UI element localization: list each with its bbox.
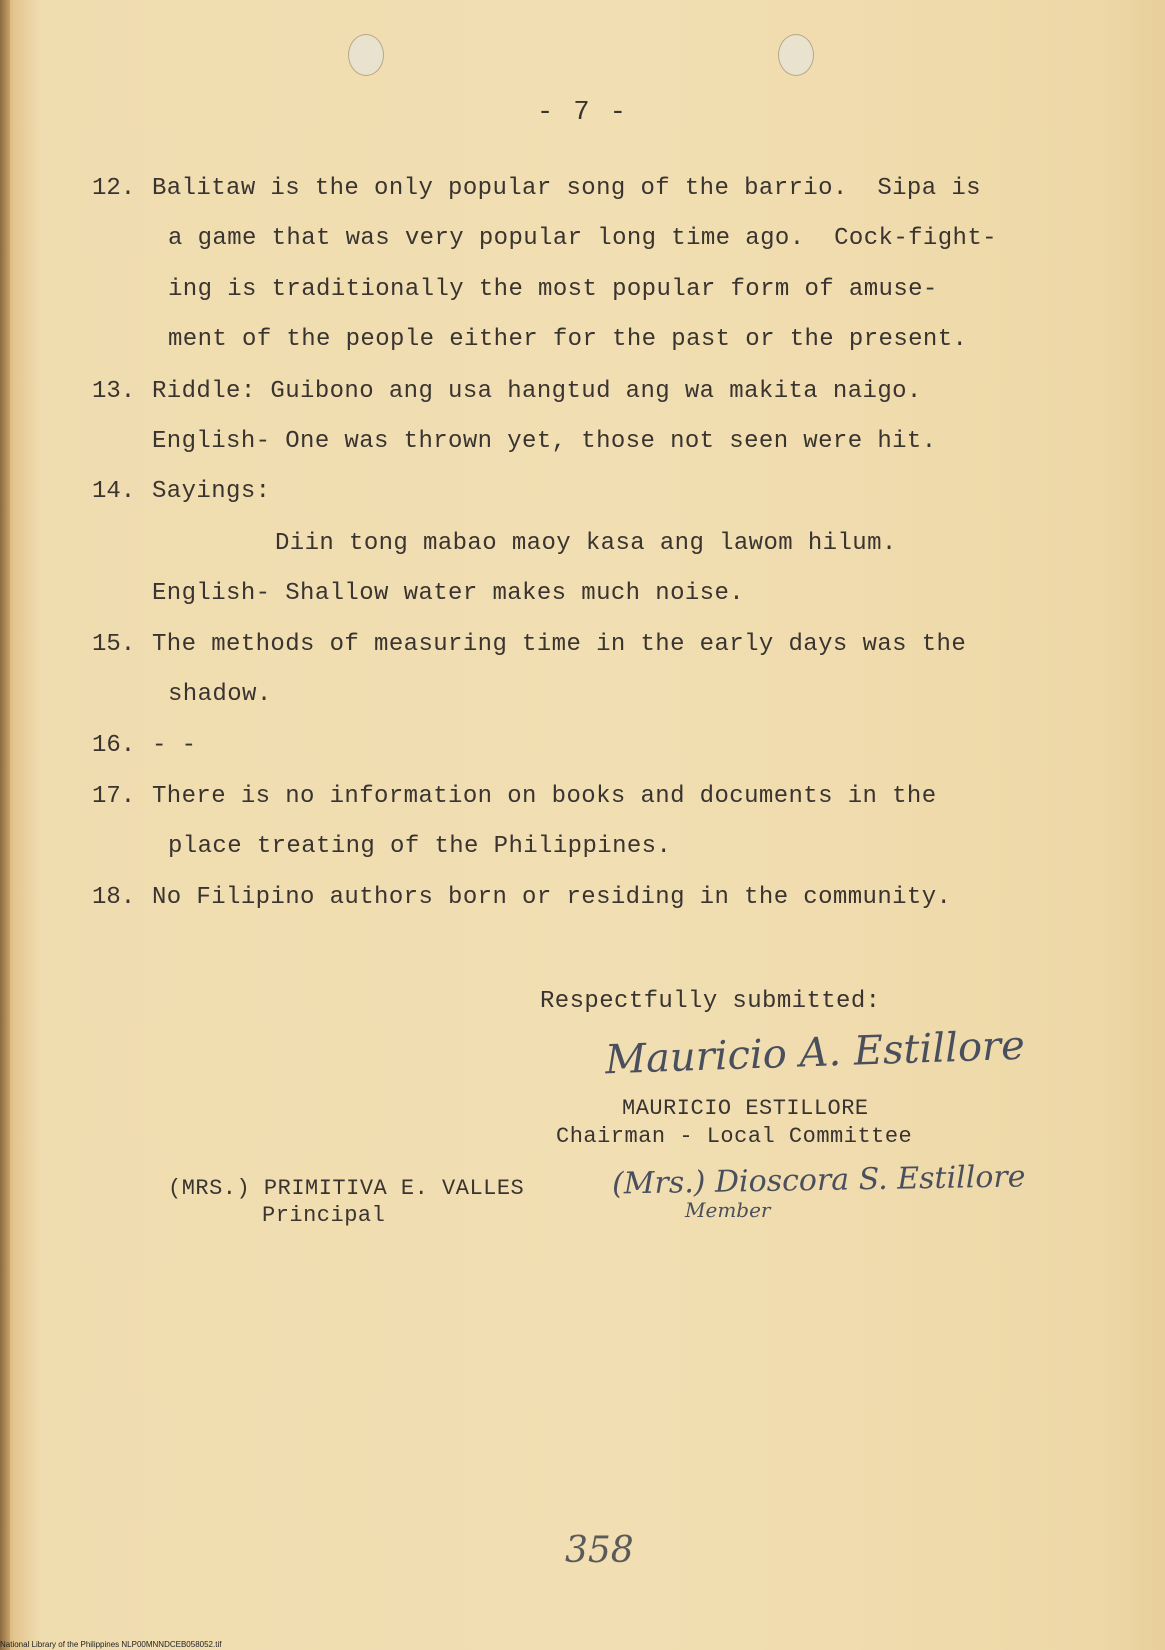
item-number: 13. — [92, 378, 136, 405]
punch-hole-left — [348, 34, 384, 76]
archive-footer: National Library of the Philippines NLP00MNNDCEB058052.tif — [0, 1640, 222, 1649]
item-line: a game that was very popular long time ago. Cock-fight- — [168, 225, 997, 252]
chairman-title: Chairman - Local Committee — [556, 1124, 913, 1149]
item-line: English- Shallow water makes much noise. — [152, 580, 745, 607]
chairman-name: MAURICIO ESTILLORE — [622, 1096, 869, 1121]
item-number: 18. — [92, 884, 136, 911]
item-line: There is no information on books and documents in the — [152, 783, 937, 810]
principal-name: (MRS.) PRIMITIVA E. VALLES — [168, 1176, 525, 1201]
item-line: English- One was thrown yet, those not seen were hit. — [152, 428, 937, 455]
item-line: Riddle: Guibono ang usa hangtud ang wa makita naigo. — [152, 378, 922, 405]
chairman-signature: Mauricio A. Estillore — [604, 1022, 1026, 1084]
member-title: Member — [685, 1198, 771, 1222]
item-number: 16. — [92, 732, 136, 759]
item-number: 12. — [92, 175, 136, 202]
item-line: Balitaw is the only popular song of the barrio. Sipa is — [152, 175, 981, 202]
item-number: 17. — [92, 783, 136, 810]
item-line: ment of the people either for the past or the present. — [168, 326, 968, 353]
item-line: The methods of measuring time in the early days was the — [152, 631, 967, 658]
item-number: 14. — [92, 478, 136, 505]
closing-text: Respectfully submitted: — [540, 988, 881, 1015]
principal-title: Principal — [262, 1203, 386, 1228]
binding-edge — [0, 0, 10, 1650]
punch-hole-right — [778, 34, 814, 76]
item-line: - - — [152, 732, 197, 759]
item-line: Sayings: — [152, 478, 271, 505]
item-line: place treating of the Philippines. — [168, 833, 672, 860]
member-signature: (Mrs.) Dioscora S. Estillore — [611, 1159, 1026, 1202]
page-number: - 7 - — [536, 98, 628, 128]
item-line: No Filipino authors born or residing in the community. — [152, 884, 952, 911]
item-line: ing is traditionally the most popular form of amuse- — [168, 276, 938, 303]
item-line: Diin tong mabao maoy kasa ang lawom hilum. — [275, 530, 897, 557]
item-number: 15. — [92, 631, 136, 658]
item-line: shadow. — [168, 681, 272, 708]
folio-number: 358 — [565, 1530, 634, 1571]
